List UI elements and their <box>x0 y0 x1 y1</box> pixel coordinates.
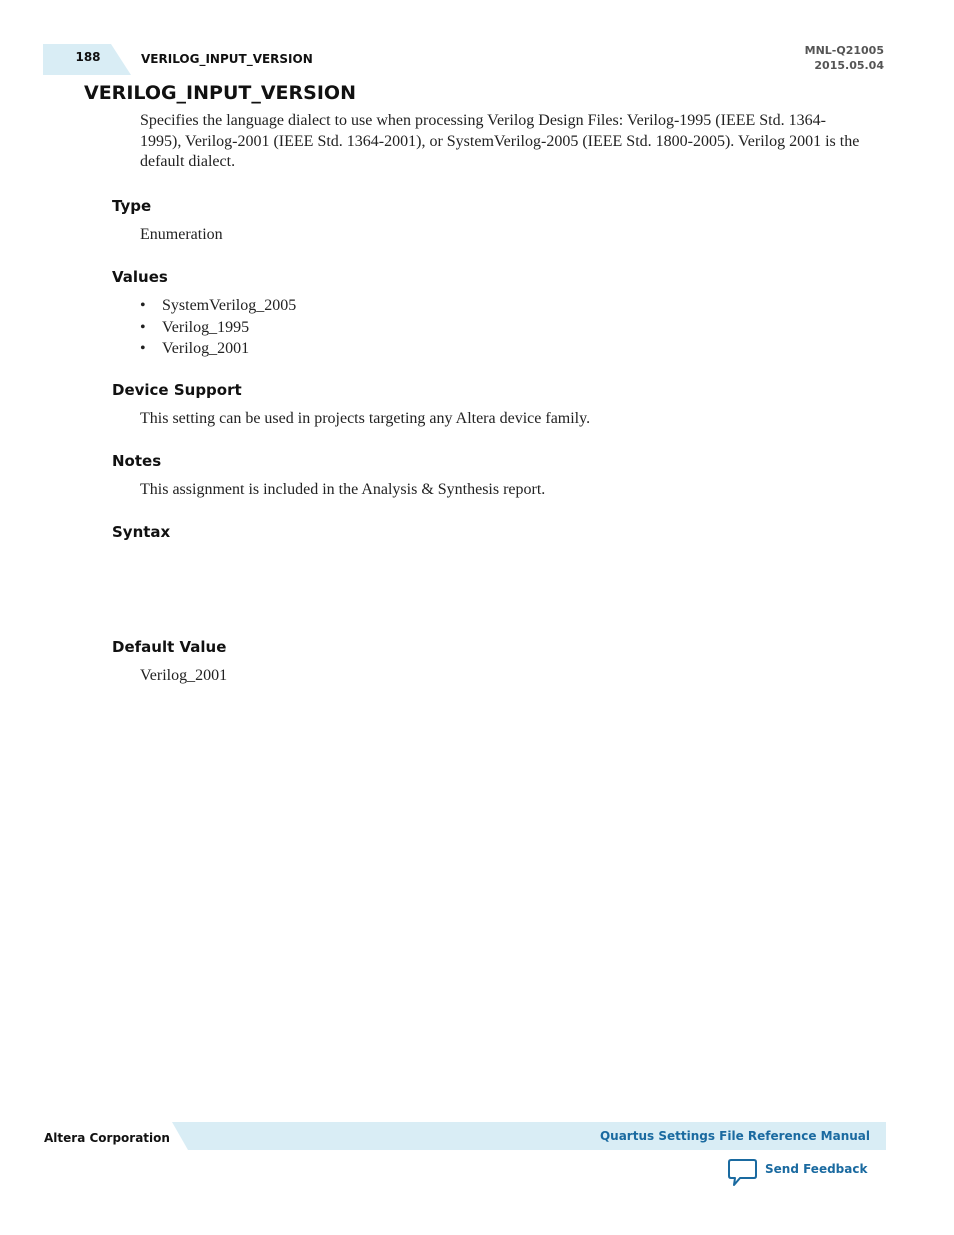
header-section-title: VERILOG_INPUT_VERSION <box>141 52 313 66</box>
bullet-icon: • <box>140 297 146 314</box>
page-title: VERILOG_INPUT_VERSION <box>84 82 356 104</box>
list-item <box>140 317 296 339</box>
document-date: 2015.05.04 <box>814 59 884 72</box>
document-number: MNL-Q21005 <box>804 44 884 57</box>
document-id <box>805 43 884 73</box>
list-item-label: SystemVerilog_2005 <box>162 297 297 314</box>
default-value-heading: Default Value <box>112 638 227 656</box>
values-heading: Values <box>112 268 168 286</box>
footer-company: Altera Corporation <box>44 1131 170 1145</box>
manual-link[interactable]: Quartus Settings File Reference Manual <box>599 1129 870 1143</box>
values-list <box>140 295 296 360</box>
notes-text: This assignment is included in the Analysis & Synthesis report. <box>140 481 546 498</box>
speech-bubble-icon <box>727 1158 759 1188</box>
bullet-icon: • <box>140 340 146 357</box>
bullet-icon: • <box>140 318 146 336</box>
syntax-heading: Syntax <box>112 523 171 541</box>
device-support-heading: Device Support <box>112 381 242 399</box>
list-item <box>140 338 296 360</box>
list-item-label: Verilog_2001 <box>162 340 250 357</box>
notes-heading: Notes <box>112 452 162 470</box>
list-item <box>140 295 296 317</box>
default-value-text: Verilog_2001 <box>140 667 228 684</box>
send-feedback-label: Send Feedback <box>765 1162 868 1176</box>
type-value: Enumeration <box>140 226 223 243</box>
list-item-label: Verilog_1995 <box>162 318 250 336</box>
page-number: 188 <box>75 50 101 64</box>
type-heading: Type <box>112 197 152 215</box>
device-support-text: This setting can be used in projects targeting any Altera device family. <box>140 410 591 427</box>
description: Specifies the language dialect to use when processing Verilog Design Files: Verilog-1995 (IEEE Std. 1364-1995), Verilog-2001 (IEEE Std. 1364-2001), or SystemVerilog-2005 (IEEE Std. 1800-2005). Verilog 2001 is the default dialect. <box>140 112 860 170</box>
